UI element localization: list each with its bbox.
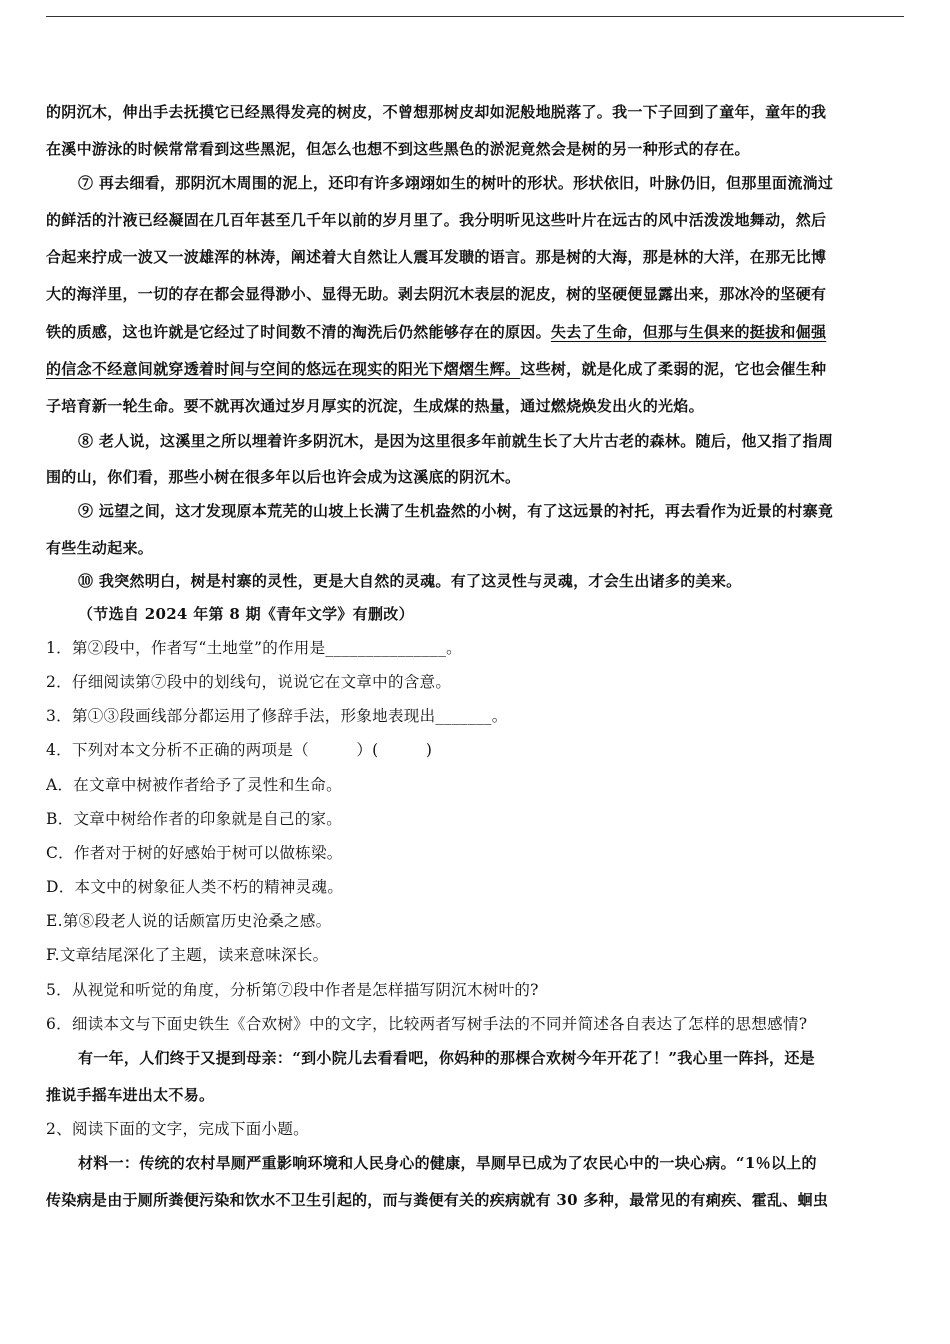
paragraph-7-line-1: ⑦ 再去细看，那阴沉木周围的泥上，还印有许多翊翊如生的树叶的形状。形状依旧，叶脉仍旧，但那里面流淌过 <box>78 174 834 192</box>
paragraph-7-line-6 <box>46 359 906 379</box>
question-5: 5．从视觉和听觉的角度，分析第⑦段中作者是怎样描写阴沉木树叶的? <box>46 981 539 999</box>
paragraph-7-line-5-plain: 铁的质感，这也许就是它经过了时间数不清的淘洗后仍然能够存在的原因。 <box>46 323 551 341</box>
paragraph-8-line-1: ⑧ 老人说，这溪里之所以埋着许多阴沉木，是因为这里很多年前就生长了大片古老的森林。随后，他又指了指周 <box>78 432 834 450</box>
paragraph-7-line-7: 子培育新一轮生命。要不就再次通过岁月厚实的沉淀，生成煤的热量，通过燃烧焕发出火的光焰。 <box>46 397 704 415</box>
option-a: A．在文章中树被作者给予了灵性和生命。 <box>46 776 342 794</box>
excerpt-line-2: 推说手摇车进出太不易。 <box>46 1086 215 1104</box>
header-rule <box>46 16 904 17</box>
paragraph-7-line-6-plain: 这些树，就是化成了柔弱的泥，它也会催生种 <box>520 360 827 378</box>
paragraph-7-line-5 <box>46 322 906 342</box>
paragraph-9-line-2: 有些生动起来。 <box>46 539 154 557</box>
source-note: （节选自 2024 年第 8 期《青年文学》有删改） <box>78 605 414 623</box>
paragraph-continued-line-1: 的阴沉木，伸出手去抚摸它已经黑得发亮的树皮，不曾想那树皮却如泥般地脱落了。我一下子回到了童年，童年的我 <box>46 103 827 121</box>
paragraph-7-line-3: 合起来拧成一波又一波雄浑的林涛，阐述着大自然让人震耳发聩的语言。那是树的大海，那是林的大洋，在那无比博 <box>46 248 827 266</box>
question-2: 2．仔细阅读第⑦段中的划线句，说说它在文章中的含意。 <box>46 673 452 691</box>
section-2-heading: 2、阅读下面的文字，完成下面小题。 <box>46 1120 309 1138</box>
option-f: F.文章结尾深化了主题，读来意味深长。 <box>46 946 329 964</box>
question-3: 3．第①③段画线部分都运用了修辞手法，形象地表现出_______。 <box>46 707 508 725</box>
option-c: C．作者对于树的好感始于树可以做栋梁。 <box>46 844 343 862</box>
paragraph-10: ⑩ 我突然明白，树是村寨的灵性，更是大自然的灵魂。有了这灵性与灵魂，才会生出诸多的美来。 <box>78 572 742 590</box>
option-d: D．本文中的树象征人类不朽的精神灵魂。 <box>46 878 344 896</box>
paragraph-8-line-2: 围的山，你们看，那些小树在很多年以后也许会成为这溪底的阴沉木。 <box>46 468 521 486</box>
paragraph-7-line-2: 的鲜活的汁液已经凝固在几百年甚至几千年以前的岁月里了。我分明听见这些叶片在远古的风中活泼泼地舞动，然后 <box>46 211 827 229</box>
material-1-line-1: 材料一：传统的农村旱厕严重影响环境和人民身心的健康，旱厕早已成为了农民心中的一块心病。“1％以上的 <box>78 1154 817 1172</box>
question-1: 1．第②段中，作者写“土地堂”的作用是_______________。 <box>46 639 462 657</box>
option-b: B．文章中树给作者的印象就是自己的家。 <box>46 810 343 828</box>
question-6: 6．细读本文与下面史铁生《合欢树》中的文字，比较两者写树手法的不同并简述各自表达了怎样的思想感情? <box>46 1015 808 1033</box>
option-e: E.第⑧段老人说的话颇富历史沧桑之感。 <box>46 912 332 930</box>
paragraph-9-line-1: ⑨ 远望之间，这才发现原本荒芜的山坡上长满了生机盎然的小树，有了这远景的衬托，再去看作为近景的村寨竟 <box>78 502 834 520</box>
material-1-line-2: 传染病是由于厕所粪便污染和饮水不卫生引起的，而与粪便有关的疾病就有 30 多种，最常见的有痢疾、霍乱、蛔虫 <box>46 1191 829 1209</box>
paragraph-7-line-4: 大的海洋里，一切的存在都会显得渺小、显得无助。剥去阴沉木表层的泥皮，树的坚硬便显露出来，那冰冷的坚硬有 <box>46 285 827 303</box>
question-4: 4．下列对本文分析不正确的两项是（ ）( ) <box>46 741 433 759</box>
paragraph-continued-line-2: 在溪中游泳的时候常常看到这些黑泥，但怎么也想不到这些黑色的淤泥竟然会是树的另一种形式的存在。 <box>46 140 750 158</box>
excerpt-line-1: 有一年，人们终于又提到母亲：“到小院儿去看看吧，你妈种的那棵合欢树今年开花了！”我心里一阵抖，还是 <box>78 1049 815 1067</box>
underlined-sentence-part-1: 失去了生命，但那与生俱来的挺拔和倔强 <box>550 323 827 341</box>
underlined-sentence-part-2: 的信念不经意间就穿透着时间与空间的悠远在现实的阳光下熠熠生辉。 <box>46 360 521 378</box>
